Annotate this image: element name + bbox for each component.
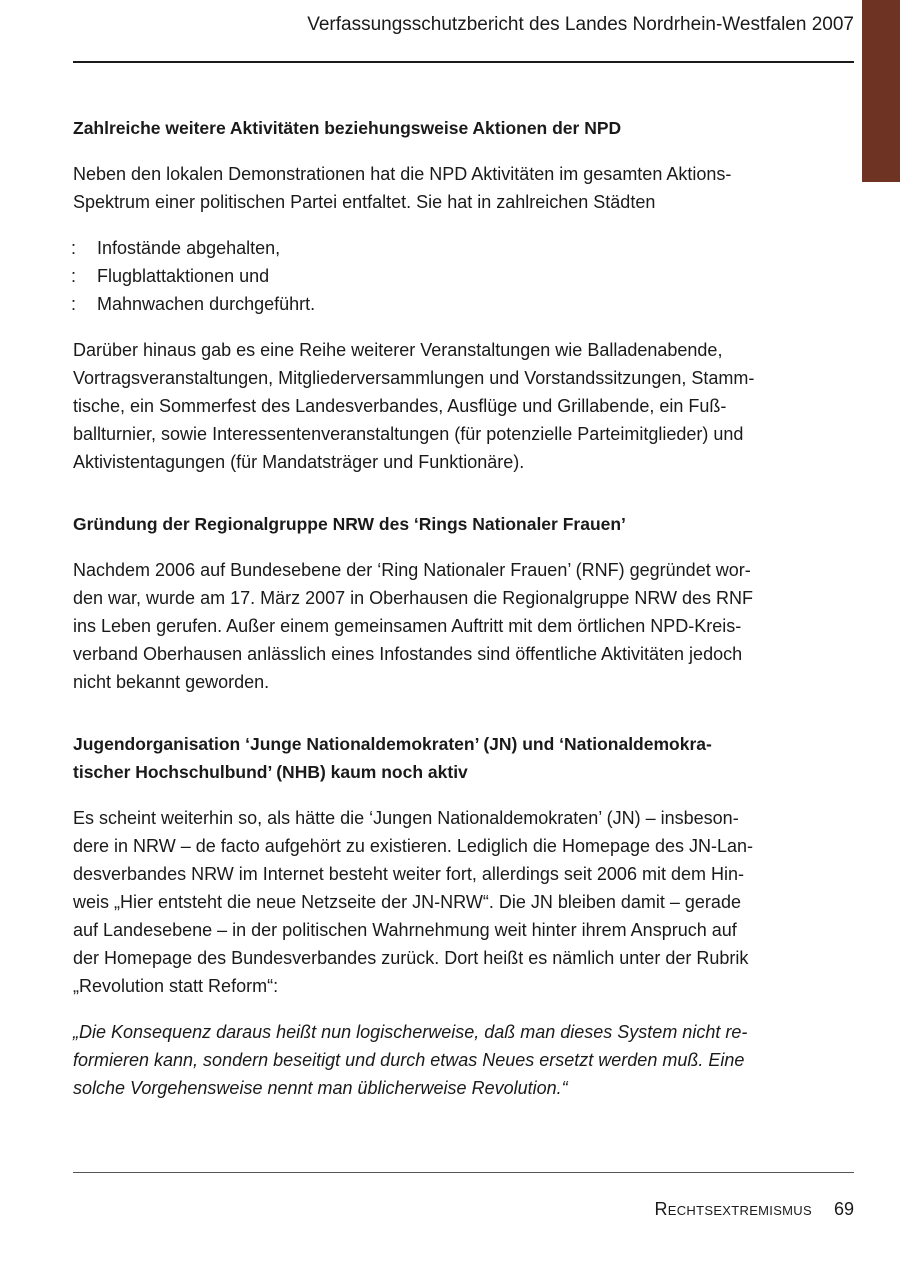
quote-line: „Die Konsequenz daraus heißt nun logischerweise, daß man dieses System nicht re- <box>73 1022 748 1042</box>
list-item: : Mahnwachen durchgeführt. <box>73 290 813 318</box>
paragraph-line: „Revolution statt Reform“: <box>73 976 279 996</box>
activity-list <box>73 234 813 318</box>
list-item: : Flugblattaktionen und <box>73 262 813 290</box>
list-item: : Infostände abgehalten, <box>73 234 813 262</box>
list-marker: : <box>71 266 77 286</box>
footer-rule <box>73 1172 854 1173</box>
paragraph-line: Neben den lokalen Demonstrationen hat die NPD Aktivitäten im gesamten Aktions- <box>73 164 732 184</box>
paragraph-line: nicht bekannt geworden. <box>73 672 270 692</box>
paragraph-line: verband Oberhausen anlässlich eines Infostandes sind öffentliche Aktivitäten jedoch <box>73 644 743 664</box>
paragraph-line: Spektrum einer politischen Partei entfaltet. Sie hat in zahlreichen Städten <box>73 192 656 212</box>
paragraph-line: auf Landesebene – in der politischen Wahrnehmung weit hinter ihrem Anspruch auf <box>73 920 737 940</box>
header-rule <box>73 61 854 63</box>
running-header: Verfassungsschutzbericht des Landes Nordrhein-Westfalen 2007 <box>307 14 854 35</box>
quote-line: formieren kann, sondern beseitigt und durch etwas Neues ersetzt werden muß. Eine <box>73 1050 745 1070</box>
paragraph-line: Nachdem 2006 auf Bundesebene der ‘Ring Nationaler Frauen’ (RNF) gegründet wor- <box>73 560 751 580</box>
paragraph-line: den war, wurde am 17. März 2007 in Oberhausen die Regionalgruppe NRW des RNF <box>73 588 754 608</box>
paragraph-line: Aktivistentagungen (für Mandatsträger und Funktionäre). <box>73 452 525 472</box>
paragraph-line: ballturnier, sowie Interessentenveranstaltungen (für potenzielle Parteimitglieder) und <box>73 424 744 444</box>
page-content <box>73 114 813 1102</box>
section-heading-jn-nhb-cont: tischer Hochschulbund’ (NHB) kaum noch aktiv <box>73 762 468 782</box>
paragraph-line: Es scheint weiterhin so, als hätte die ‘Jungen Nationaldemokraten’ (JN) – insbeson- <box>73 808 739 828</box>
paragraph-line: Darüber hinaus gab es eine Reihe weiterer Veranstaltungen wie Balladenabende, <box>73 340 723 360</box>
list-marker: : <box>71 238 77 258</box>
page-number: 69 <box>833 1199 854 1219</box>
page-footer <box>73 1196 854 1222</box>
list-marker: : <box>71 294 77 314</box>
section-heading-jn-nhb: Jugendorganisation ‘Junge Nationaldemokraten’ (JN) und ‘Nationaldemokra- <box>73 734 712 754</box>
paragraph-line: desverbandes NRW im Internet besteht weiter fort, allerdings seit 2006 mit dem Hin- <box>73 864 744 884</box>
paragraph-line: weis „Hier entsteht die neue Netzseite der JN-NRW“. Die JN bleiben damit – gerade <box>73 892 741 912</box>
paragraph-line: dere in NRW – de facto aufgehört zu existieren. Lediglich die Homepage des JN-Lan- <box>73 836 754 856</box>
paragraph-line: der Homepage des Bundesverbandes zurück. Dort heißt es nämlich unter der Rubrik <box>73 948 749 968</box>
chapter-color-tab <box>862 0 900 182</box>
footer-section-name: Rechtsextremismus <box>654 1199 812 1219</box>
quote-line: solche Vorgehensweise nennt man üblicherweise Revolution.“ <box>73 1078 568 1098</box>
paragraph-line: ins Leben gerufen. Außer einem gemeinsamen Auftritt mit dem örtlichen NPD-Kreis- <box>73 616 742 636</box>
section-heading-npd-activities: Zahlreiche weitere Aktivitäten beziehungsweise Aktionen der NPD <box>73 118 622 138</box>
paragraph-line: Vortragsveranstaltungen, Mitgliederversammlungen und Vorstandssitzungen, Stamm- <box>73 368 755 388</box>
section-heading-rnf: Gründung der Regionalgruppe NRW des ‘Rings Nationaler Frauen’ <box>73 514 626 534</box>
paragraph-line: tische, ein Sommerfest des Landesverbandes, Ausflüge und Grillabende, ein Fuß- <box>73 396 727 416</box>
